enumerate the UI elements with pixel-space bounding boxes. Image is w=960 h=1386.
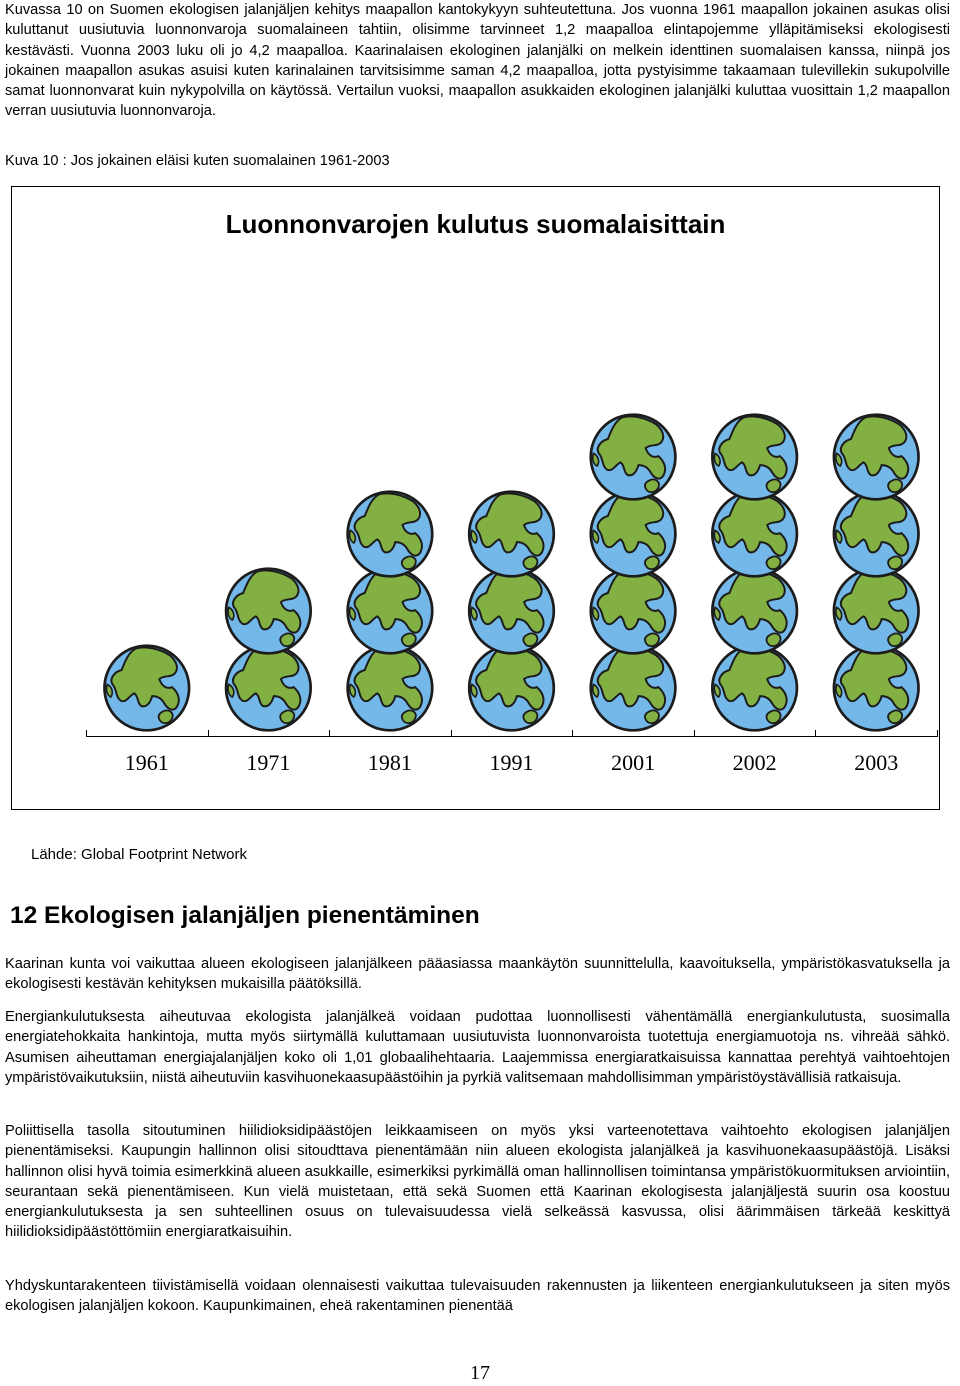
globe-icon — [104, 646, 189, 731]
figure-caption: Kuva 10 : Jos jokainen eläisi kuten suomalainen 1961-2003 — [5, 153, 390, 169]
globe-icon — [469, 569, 554, 654]
x-axis-line — [86, 736, 937, 737]
x-axis-tick — [937, 730, 938, 737]
globe-icon — [591, 415, 676, 500]
globe-stack-1981 — [348, 492, 433, 731]
globe-icon — [834, 415, 919, 500]
globe-icon — [712, 492, 797, 577]
partial-globe-icon — [104, 569, 189, 654]
x-axis-tick — [451, 730, 452, 737]
paragraph-energy: Energiankulutuksesta aiheutuvaa ekologista jalanjälkeä voidaan pudottaa luonnollisesti vähentämällä energiankulutusta, suosimalla energiatehokkaita hankintoja, mutta myös siirtymällä kuluttamaan uusiutuvista luonnonvaroista tuotettuja energiamuotoja ns. vihreää sähkö. Asumisen aiheuttaman energiajalanjäljen koko oli 1,01 globaalihehtaaria. Laajemmissa energiaratkaisuissa kannattaa perehtyä vaihtoehtojen ympäristövaikutuksiin, niistä aiheutuviin kasvihuonekaasupäästöihin ja pyrkiä valitsemaan mahdollisimman ympäristöystävällisiä ratkaisuja. — [5, 1009, 950, 1086]
globe-stack-2003 — [834, 338, 919, 731]
globe-icon — [834, 492, 919, 577]
globe-icon — [348, 646, 433, 731]
globe-stack-1961 — [104, 569, 189, 731]
globe-icon — [469, 646, 554, 731]
globe-icon — [226, 646, 311, 731]
chart-title: Luonnonvarojen kulutus suomalaisittain — [225, 209, 726, 239]
globe-icon — [591, 492, 676, 577]
paragraph-urban-structure: Yhdyskuntarakenteen tiivistämisellä voidaan olennaisesti vaikuttaa tulevaisuuden rakennusten ja liikenteen energiankulutukseen ja siten myös ekologisen jalanjäljen kokoon. Kaupunkimainen, eheä rakentaminen pienentää — [5, 1278, 950, 1315]
globe-icon — [712, 646, 797, 731]
globe-icon — [712, 415, 797, 500]
x-axis-tick — [208, 730, 209, 737]
year-label-2002: 2002 — [732, 750, 777, 775]
page-number: 17 — [470, 1362, 490, 1384]
figure-source: Lähde: Global Footprint Network — [31, 846, 247, 863]
year-label-1981: 1981 — [367, 750, 412, 775]
globe-icon — [591, 569, 676, 654]
globe-chart-plot — [12, 187, 941, 811]
year-label-2003: 2003 — [854, 750, 899, 775]
intro-paragraph: Kuvassa 10 on Suomen ekologisen jalanjäljen kehitys maapallon kantokykyyn suhteutettuna. Jos vuonna 1961 maapallon jokainen asukas olisi kuluttanut uusiutuvia luonnonvaroja suomalaineen tahtiin, olisimme tarvinneet 1,2 maapalloa elintapojemme ylläpitämiseksi ekologisesti kestävästi. Vuonna 2003 luku oli jo 4,2 maapalloa. Kaarinalaisen ekologinen jalanjälki on melkein identtinen suomalaisen kanssa, niinpä jos jokainen maapallon asukas asuisi kuten karinalainen tarvitsisimme saman 4,2 maapalloa, jotta pystyisimme takaamaan tulevillekin sukupolville samat luonnonvarat kuin nykypolvilla on käytössä. Vertailun vuoksi, maapallon asukkaiden ekologinen jalanjälki kuluttaa vuosittain 1,2 maapallon verran uusiutuvia luonnonvaroja. — [5, 2, 950, 120]
paragraph-municipality: Kaarinan kunta voi vaikuttaa alueen ekologiseen jalanjälkeen pääasiassa maankäytön suunnittelulla, kaavoituksella, ympäristökasvatuksella ja ekologisesti kestävän kehityksen mukaisilla päätöksillä. — [5, 956, 950, 993]
year-label-1961: 1961 — [124, 750, 169, 775]
x-axis-tick — [694, 730, 695, 737]
globe-icon — [834, 569, 919, 654]
x-axis-tick — [572, 730, 573, 737]
globe-stack-1971 — [226, 569, 311, 731]
globe-stack-2002 — [712, 415, 797, 731]
section-heading: 12 Ekologisen jalanjäljen pienentäminen — [10, 902, 480, 929]
globe-icon — [348, 492, 433, 577]
paragraph-policy: Poliittisella tasolla sitoutuminen hiilidioksidipäästöjen leikkaamiseen on myös yksi varteenotettava vaihtoehto ekologisen jalanjäljen pienentämiseksi. Kaupungin hallinnon olisi sitoudttava pienentämään niin alueen ekologista jalanjälkeä ja kasvihuonekaasupäästöjä. Lisäksi hallinnon olisi hyvä toimia esimerkkinä alueen asukkaille, esimerkiksi pyrkimällä oman hallinnollisen toimintansa ympäristökuormituksen arviointiin, seurantaan sekä pienentämiseen. Kun vielä muistetaan, että sekä Suomen että Kaarinan ekologisesta jalanjäljestä suurin osa koostuu energiankulutuksesta ja sen suhteellinen osuus on tulevaisuudessa vielä selkeässä kasvussa, olisi äärimmäisen tärkeää keskittyä hiilidioksidipäästöttömiin energiaratkaisuihin. — [5, 1123, 950, 1241]
globe-chart — [11, 186, 940, 810]
globe-stack-1991 — [469, 492, 554, 731]
globe-stack-2001 — [591, 415, 676, 731]
globe-icon — [591, 646, 676, 731]
year-label-1991: 1991 — [489, 750, 534, 775]
globe-icon — [226, 569, 311, 654]
globe-icon — [834, 646, 919, 731]
year-label-1971: 1971 — [246, 750, 291, 775]
globe-icon — [348, 569, 433, 654]
globe-icon — [712, 569, 797, 654]
x-axis-tick — [815, 730, 816, 737]
globe-icon — [469, 492, 554, 577]
year-label-2001: 2001 — [611, 750, 656, 775]
partial-globe-icon — [834, 338, 919, 423]
x-axis-tick — [329, 730, 330, 737]
x-axis-tick — [86, 730, 87, 737]
